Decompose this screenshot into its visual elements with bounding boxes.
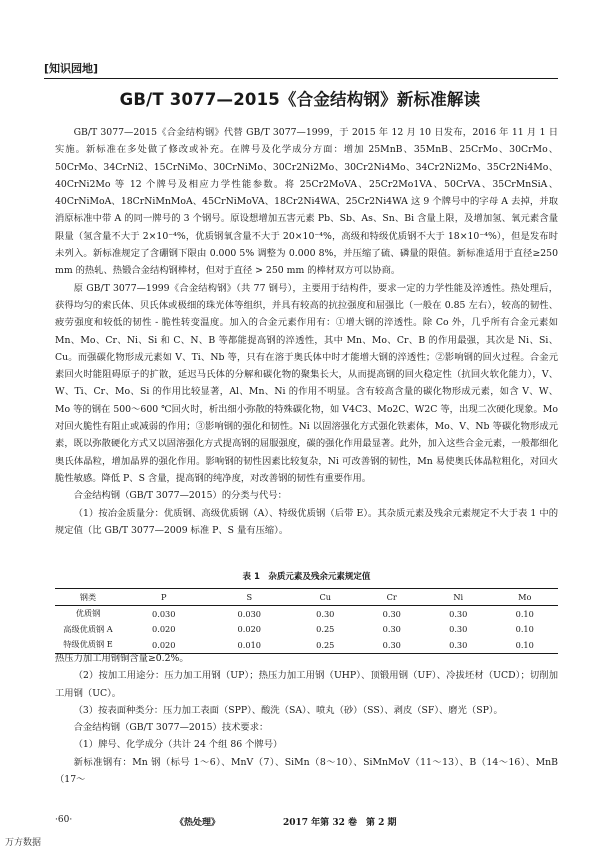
impurity-table: [55, 588, 558, 654]
table-header-cell: Cu: [319, 592, 332, 602]
paragraph-background: 原 GB/T 3077—1999《合金结构钢》（共 77 钢号），主要用于结构件，要求一定的力学性能及淬透性。热处理后，获得均匀的索氏体、贝氏体或极细的珠光体等组织，并具有较高的抗拉强度和屈强比（一般在 0.85 左右），较高的韧性、疲劳强度和较低的韧性 - 脆性转变温度。加入的合金元素作用有：①增大钢的淬透性。除 Co 外，几乎所有合金元素如 Mn、Mo、Cr、Ni、Si 和 C、N、B 等都能提高钢的淬透性，其中 Mn、Mo、Cr、B 的作用最强，其次是 Ni、Si、Cu。而强碳化物形成元素如 V、Ti、Nb 等，只有在溶于奥氏体中时才能增大钢的淬透性；②影响钢的回火过程。合金元素回火时能阻碍原子的扩散，延迟马氏体的分解和碳化物的聚集长大，从而提高钢的回火稳定性（抗回火软化能力），V、W、Ti、Cr、Mo、Si 的作用比较显著，Al、Mn、Ni 的作用不明显。含有较高含量的碳化物形成元素，如含 V、W、Mo 等的钢在 500～600 ℃回火时，析出细小弥散的特殊碳化物，如 V4C3、Mo2C、W2C 等，出现二次硬化现象。Mo 对回火脆性有阻止或减弱的作用；③影响钢的强化和韧性。Ni 以固溶强化方式强化铁素体，Mo、V、Nb 等碳化物形成元素，既以弥散硬化方式又以固溶强化方式提高钢的屈服强度，碳的强化作用最显著。此外，加入这些合金元素，一般都细化奥氏体晶粒，增加晶界的强化作用。影响钢的韧性因素比较复杂，Ni 可改善钢的韧性，Mn 易使奥氏体晶粒粗化，对回火脆性敏感。降低 P、S 含量，提高钢的纯净度，对改善钢的韧性有重要作用。: [55, 282, 558, 484]
table-cell: 0.10: [515, 608, 534, 619]
table-cell: 0.25: [316, 639, 335, 650]
table-header-cell: Cr: [386, 592, 397, 602]
table-caption: 表 1 杂质元素及残余元素规定值: [242, 572, 371, 582]
article-body-continued: [55, 650, 558, 788]
table-cell: 0.10: [515, 639, 534, 650]
paragraph-new-grades: 新标准钢有：Mn 钢（标号 1～6）、MnV（7）、SiMn（8～10）、SiMnMoV（11～13）、B（14～16）、MnB（17～: [55, 756, 558, 786]
table-cell: 0.30: [449, 608, 468, 619]
section-tag: [知识园地]: [44, 62, 99, 75]
journal-name: 《热处理》: [175, 818, 221, 828]
page-number: ·60·: [55, 815, 73, 825]
table-cell: 0.30: [382, 639, 401, 650]
table-cell: 0.020: [152, 639, 176, 650]
journal-issue: 2017 年第 32 卷 第 2 期: [283, 818, 397, 828]
table-cell: 0.030: [152, 608, 176, 619]
table-cell: 0.10: [515, 624, 534, 635]
paragraph-intro: GB/T 3077—2015《合金结构钢》代替 GB/T 3077—1999，于 2015 年 12 月 10 日发布，2016 年 11 月 1 日实施。新标准在多处做了修改或补充。在牌号及化学成分方面：增加 25MnB、35MnB、25CrMo、30CrMo、50CrMo、34CrNi2、15CrNiMo、30CrNiMo、30Cr2Ni2Mo、30Cr2Ni4Mo、34Cr2Ni2Mo、35Cr2Ni4Mo、40CrNi2Mo 等 12 个牌号及相应力学性能参数。将 25Cr2MoVA、25Cr2Mo1VA、50CrVA、35CrMnSiA、40CrNiMoA、18CrNiMnMoA、45CrNiMoVA、18Cr2Ni4WA、25Cr2Ni4WA 这 9 个牌号中的字母 A 去掉，并取消原标准中带 A 的同一牌号的 3 个钢号。原设想增加五害元素 Pb、Sb、As、Sn、Bi 含量上限，及增加氢、氧元素含量限量（氢含量不大于 2×10⁻⁴%，优质钢氧含量不大于 20×10⁻⁴%，高级和特级优质钢不大于 18×10⁻⁴%），但是发布时未列入。新标准规定了含硼钢下限由 0.000 5% 调整为 0.000 8%，并压缩了硫、磷量的限值。新标准适用于直径≥250 mm 的热轧、热锻合金结构钢棒材，但对于直径 > 250 mm 的棒材双方可以协商。: [55, 127, 558, 277]
table-cell: 0.020: [237, 624, 261, 635]
table-header-cell: 钢类: [79, 591, 97, 602]
table-header-row: [55, 589, 558, 606]
table-cell: 0.30: [382, 608, 401, 619]
watermark: 万方数据: [5, 838, 42, 848]
table-cell: 优质钢: [75, 608, 101, 619]
table-cell: 高级优质钢 A: [63, 623, 113, 634]
table-cell: 0.30: [449, 624, 468, 635]
table-header-cell: Ni: [453, 592, 464, 602]
table-cell: 0.010: [237, 639, 261, 650]
table-row: [55, 606, 558, 622]
table-cell: 0.25: [316, 624, 335, 635]
table-header-cell: Mo: [518, 592, 532, 602]
header-rule: [44, 78, 558, 79]
impurity-table-block: [55, 570, 558, 654]
paragraph-classification-heading: 合金结构钢（GB/T 3077—2015）的分类与代号：: [73, 490, 287, 502]
table-cell: 0.030: [237, 608, 261, 619]
table-header-cell: S: [246, 592, 253, 602]
table-header-cell: P: [161, 592, 167, 602]
paragraph-surface-type: （3）按表面种类分：压力加工表面（SPP）、酸洗（SA）、喷丸（砂）（SS）、剥皮（SF）、磨光（SP）。: [73, 704, 503, 716]
table-cell: 0.30: [382, 624, 401, 635]
table-cell: 特级优质钢 E: [63, 639, 113, 650]
paragraph-grades-composition: （1）牌号、化学成分（共计 24 个组 86 个牌号）: [73, 739, 283, 751]
table-row: [55, 622, 558, 638]
table-cell: 0.30: [316, 608, 335, 619]
table-cell: 0.30: [449, 639, 468, 650]
table-cell: 0.020: [152, 624, 176, 635]
page-footer: [55, 815, 558, 831]
paragraph-technical-requirements: 合金结构钢（GB/T 3077—2015）技术要求：: [73, 722, 269, 734]
article-title: GB/T 3077—2015《合金结构钢》新标准解读: [119, 90, 481, 109]
article-body: [55, 124, 558, 539]
paragraph-metallurgical-quality: （1）按冶金质量分：优质钢、高级优质钢（A）、特级优质钢（后带 E）。其杂质元素及残余元素规定不大于表 1 中的规定值（比 GB/T 3077—2009 标准 P、S 量有压缩）。: [55, 507, 558, 536]
paragraph-copper-note: 热压力加工用钢铜含量≥0.2%。: [55, 653, 189, 664]
paragraph-processing-use: （2）按加工用途分：压力加工用钢（UP）；热压力加工用钢（UHP）、顶锻用钢（UF）、冷拔坯材（UCD）；切削加工用钢（UC）。: [55, 670, 558, 699]
